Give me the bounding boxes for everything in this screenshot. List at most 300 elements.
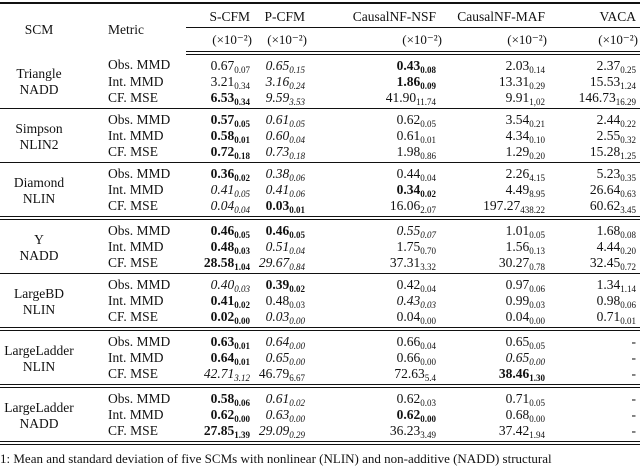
value-cell [309,350,444,366]
value-cell [309,386,444,407]
metric-label: Int. MMD [108,407,164,422]
std-value: 0.63 [620,189,636,199]
value-cell [444,74,549,90]
mean-value: 0.65 [265,58,290,73]
std-value: 1.24 [620,81,636,91]
value-cell [549,90,640,109]
std-value: 0.03 [234,284,250,294]
std-value: 0.04 [420,284,436,294]
mean-value: 1.75 [396,239,421,254]
std-value: 0.00 [420,414,436,424]
value-cell [444,255,549,274]
value-cell [254,198,309,218]
value-cell [254,163,309,183]
value-cell [186,144,254,163]
scm-name-line: NADD [19,82,59,97]
value-cell [444,53,549,74]
mean-value: 2.44 [596,112,621,127]
std-value: 0.00 [289,341,305,351]
std-value: 0.06 [289,189,305,199]
value-cell [186,386,254,407]
std-value: 6.67 [289,373,305,383]
std-value: 3.49 [420,430,436,440]
std-value: 0.70 [420,246,436,256]
value-cell [549,74,640,90]
value-cell [186,53,254,74]
mean-value: 0.65 [265,350,290,365]
std-value: 0.08 [420,65,436,75]
value-cell [549,309,640,329]
mean-value: 2.03 [505,58,530,73]
std-value: 0.02 [289,398,305,408]
std-value: 0.18 [289,151,305,161]
table-row [0,239,640,255]
mean-value: 30.27 [498,255,530,270]
metric-label: Obs. MMD [108,277,171,292]
metric-header: Metric [78,3,186,53]
mean-value: 0.39 [265,277,290,292]
value-cell [186,74,254,90]
std-value: 0.20 [529,151,545,161]
value-cell [444,163,549,183]
scm-name [0,218,78,274]
method-header-p-cfm: P-CFM [254,3,309,28]
mean-value: - [631,334,636,349]
value-cell [549,274,640,294]
value-cell [186,182,254,198]
mean-value: 9.91 [505,90,530,105]
mean-value: 0.03 [265,198,290,213]
method-header-causalnf-maf: CausalNF-MAF [444,3,549,28]
mean-value: 0.62 [396,407,421,422]
value-cell [254,128,309,144]
mean-value: 37.31 [389,255,421,270]
method-header-causalnf-nsf: CausalNF-NSF [309,3,444,28]
std-value: 0.18 [234,151,250,161]
table-row [0,90,640,109]
value-cell [549,329,640,350]
table-row [0,53,640,74]
std-value: 0.13 [529,246,545,256]
std-value: 1.30 [529,373,545,383]
std-value: 0.29 [289,430,305,440]
mean-value: 0.41 [210,293,235,308]
std-value: 0.00 [289,414,305,424]
value-cell [309,239,444,255]
mean-value: 72.63 [394,366,425,381]
value-cell [444,350,549,366]
std-value: 0.22 [620,119,636,129]
std-value: 0.15 [289,65,305,75]
mean-value: 0.46 [265,223,290,238]
mean-value: 1.56 [505,239,530,254]
value-cell [549,109,640,129]
mean-value: 0.34 [396,182,421,197]
mean-value: 0.03 [265,309,290,324]
value-cell [549,423,640,443]
scm-name-line: Triangle [16,66,62,81]
value-cell [309,90,444,109]
scm-name-line: Diamond [13,175,65,190]
std-value: 0.86 [420,151,436,161]
mean-value: 4.44 [596,239,621,254]
mean-value: 15.28 [589,144,621,159]
value-cell [309,366,444,386]
std-value: 0.20 [620,246,636,256]
std-value: 3.45 [620,205,636,215]
value-cell [254,293,309,309]
scm-name-line: LargeLadder [4,343,74,358]
table-row [0,407,640,423]
std-value: 0.05 [234,189,250,199]
mean-value: 0.62 [396,112,421,127]
value-cell [309,53,444,74]
std-value: 0.05 [289,230,305,240]
mean-value: 0.61 [396,128,421,143]
value-cell [444,329,549,350]
mean-value: 0.42 [396,277,421,292]
value-cell [309,423,444,443]
std-value: 0.04 [234,205,250,215]
value-cell [254,329,309,350]
value-cell [254,366,309,386]
results-table [0,2,640,445]
std-value: 0.05 [234,230,250,240]
value-cell [254,423,309,443]
std-value: 0.00 [420,357,436,367]
std-value: 0.00 [529,414,545,424]
mean-value: 9.59 [265,90,290,105]
value-cell [444,423,549,443]
mean-value: 0.55 [396,223,421,238]
mean-value: 0.68 [505,407,530,422]
std-value: 2.07 [420,205,436,215]
metric-label: Int. MMD [108,350,164,365]
mean-value: 28.58 [203,255,235,270]
table-row [0,366,640,386]
std-value: 0.03 [420,398,436,408]
scm-name-line: Y [34,232,44,247]
method-header-s-cfm: S-CFM [186,3,254,28]
value-cell [549,293,640,309]
table-row [0,128,640,144]
scale-label: (×10⁻²) [309,28,444,54]
mean-value: 15.53 [589,74,621,89]
scm-header: SCM [0,3,78,53]
std-value: 0.01 [289,205,305,215]
mean-value: 0.97 [505,277,530,292]
value-cell [186,350,254,366]
std-value: 0.01 [420,135,436,145]
table-row [0,144,640,163]
std-value: 1,02 [529,97,545,107]
mean-value: 26.64 [589,182,621,197]
mean-value: 0.62 [396,391,421,406]
mean-value: - [631,391,636,406]
mean-value: 0.71 [505,391,530,406]
value-cell [254,74,309,90]
table-row [0,329,640,350]
value-cell [309,144,444,163]
std-value: 0.34 [234,81,250,91]
scale-label: (×10⁻²) [549,28,640,54]
value-cell [309,182,444,198]
mean-value: 0.71 [596,309,621,324]
std-value: 0.05 [529,341,545,351]
scm-name [0,329,78,386]
mean-value: 29.67 [258,255,290,270]
std-value: 0.03 [289,300,305,310]
metric-label: CF. MSE [108,90,158,105]
value-cell [549,350,640,366]
scm-name [0,53,78,109]
mean-value: 0.04 [396,309,421,324]
std-value: 0.24 [289,81,305,91]
mean-value: 3.21 [210,74,235,89]
value-cell [186,128,254,144]
mean-value: - [631,350,636,365]
mean-value: 0.61 [265,391,290,406]
metric-label: Int. MMD [108,239,164,254]
mean-value: 0.36 [210,166,235,181]
value-cell [444,182,549,198]
metric-label: CF. MSE [108,144,158,159]
scale-label: (×10⁻²) [254,28,309,54]
value-cell [254,109,309,129]
value-cell [549,182,640,198]
value-cell [186,109,254,129]
mean-value: 0.41 [210,182,235,197]
mean-value: 0.64 [210,350,235,365]
std-value: 0.06 [289,173,305,183]
std-value: 0.35 [620,173,636,183]
value-cell [444,144,549,163]
std-value: 0.05 [529,230,545,240]
value-cell [254,90,309,109]
std-value: 0.34 [234,97,250,107]
mean-value: 0.66 [396,334,421,349]
mean-value: 0.64 [265,334,290,349]
mean-value: 2.55 [596,128,621,143]
scm-name-line: LargeBD [14,286,64,301]
value-cell [309,218,444,239]
value-cell [186,366,254,386]
value-cell [549,128,640,144]
metric-label: Int. MMD [108,128,164,143]
value-cell [444,109,549,129]
mean-value: 3.54 [505,112,530,127]
metric-label: Obs. MMD [108,112,171,127]
std-value: 0.84 [289,262,305,272]
mean-value: 0.98 [596,293,621,308]
value-cell [309,128,444,144]
value-cell [254,182,309,198]
std-value: 0.05 [289,119,305,129]
std-value: 1.04 [234,262,250,272]
std-value: 0.06 [620,300,636,310]
table-row [0,74,640,90]
mean-value: 0.65 [505,334,530,349]
std-value: 0.02 [289,284,305,294]
value-cell [444,128,549,144]
table-row [0,198,640,218]
value-cell [186,163,254,183]
metric-label: Int. MMD [108,182,164,197]
mean-value: 0.38 [265,166,290,181]
metric-label: Obs. MMD [108,166,171,181]
std-value: 0.05 [420,119,436,129]
mean-value: 0.60 [265,128,290,143]
mean-value: 4.34 [505,128,530,143]
std-value: 0.07 [420,230,436,240]
value-cell [444,198,549,218]
value-cell [549,386,640,407]
value-cell [309,163,444,183]
std-value: 0.00 [529,357,545,367]
mean-value: 60.62 [589,198,621,213]
std-value: 8.95 [529,189,545,199]
scale-label: (×10⁻²) [444,28,549,54]
metric-label: Obs. MMD [108,334,171,349]
mean-value: 27.85 [203,423,235,438]
value-cell [186,309,254,329]
mean-value: 16.06 [389,198,421,213]
std-value: 0.14 [529,65,545,75]
std-value: 1.14 [620,284,636,294]
value-cell [186,293,254,309]
value-cell [549,218,640,239]
value-cell [254,386,309,407]
mean-value: 0.40 [210,277,235,292]
mean-value: 2.26 [505,166,530,181]
mean-value: 0.04 [210,198,235,213]
mean-value: 4.49 [505,182,530,197]
std-value: 0.05 [529,398,545,408]
metric-label: CF. MSE [108,366,158,381]
mean-value: 3.16 [265,74,290,89]
std-value: 3.32 [420,262,436,272]
value-cell [549,163,640,183]
std-value: 0.06 [529,284,545,294]
mean-value: 0.58 [210,128,235,143]
table-caption: 1: Mean and standard deviation of five SCMs with nonlinear (NLIN) and non-additive (NADD) structural [0,451,552,466]
mean-value: 0.51 [265,239,290,254]
value-cell [309,255,444,274]
mean-value: 0.73 [265,144,290,159]
mean-value: 0.02 [210,309,235,324]
method-header-vaca: VACA [549,3,640,28]
scm-group [0,329,640,386]
value-cell [444,309,549,329]
table-row [0,423,640,443]
std-value: 0.01 [234,357,250,367]
mean-value: 46.79 [258,366,290,381]
std-value: 11.74 [416,97,436,107]
table-header [0,3,640,53]
std-value: 1.39 [234,430,250,440]
scm-name-line: NLIN2 [19,137,59,152]
std-value: 0.02 [234,173,250,183]
std-value: 0.21 [529,119,545,129]
mean-value: 41.90 [385,90,417,105]
std-value: 0.06 [234,398,250,408]
std-value: 0.72 [620,262,636,272]
value-cell [254,407,309,423]
scm-name-line: NLIN [22,302,56,317]
mean-value: 197.27 [483,198,521,213]
std-value: 0.04 [289,135,305,145]
value-cell [444,386,549,407]
std-value: 0.08 [620,230,636,240]
value-cell [186,239,254,255]
value-cell [309,274,444,294]
mean-value: 0.46 [210,223,235,238]
value-cell [254,255,309,274]
std-value: 0.00 [420,316,436,326]
table-row [0,293,640,309]
mean-value: 13.31 [498,74,530,89]
mean-value: 0.58 [210,391,235,406]
table-row [0,386,640,407]
value-cell [186,329,254,350]
mean-value: 0.44 [396,166,421,181]
scm-group [0,163,640,219]
value-cell [444,293,549,309]
std-value: 0.00 [289,357,305,367]
value-cell [549,144,640,163]
value-cell [309,309,444,329]
table-row [0,109,640,129]
value-cell [254,274,309,294]
mean-value: 0.43 [396,293,421,308]
metric-label: Obs. MMD [108,391,171,406]
mean-value: 0.63 [265,407,290,422]
metric-label: Obs. MMD [108,57,171,72]
value-cell [309,198,444,218]
value-cell [549,407,640,423]
scm-name [0,163,78,219]
value-cell [549,255,640,274]
std-value: 16.29 [615,97,636,107]
std-value: 0.00 [234,414,250,424]
scm-name-line: NADD [19,416,59,431]
value-cell [186,218,254,239]
value-cell [549,198,640,218]
mean-value: - [631,366,636,381]
metric-label: CF. MSE [108,255,158,270]
mean-value: 2.37 [596,58,621,73]
metric-label: Int. MMD [108,74,164,89]
scm-group [0,274,640,330]
value-cell [254,218,309,239]
scale-label: (×10⁻²) [186,28,254,54]
std-value: 3.53 [289,97,305,107]
value-cell [309,74,444,90]
scm-group [0,218,640,274]
value-cell [444,239,549,255]
std-value: 1.94 [529,430,545,440]
metric-label: Obs. MMD [108,223,171,238]
std-value: 3.12 [234,373,250,383]
mean-value: 1.68 [596,223,621,238]
value-cell [254,144,309,163]
std-value: 0.25 [620,65,636,75]
std-value: 0.10 [529,135,545,145]
std-value: 0.32 [620,135,636,145]
mean-value: 1.86 [396,74,421,89]
value-cell [254,350,309,366]
value-cell [444,218,549,239]
